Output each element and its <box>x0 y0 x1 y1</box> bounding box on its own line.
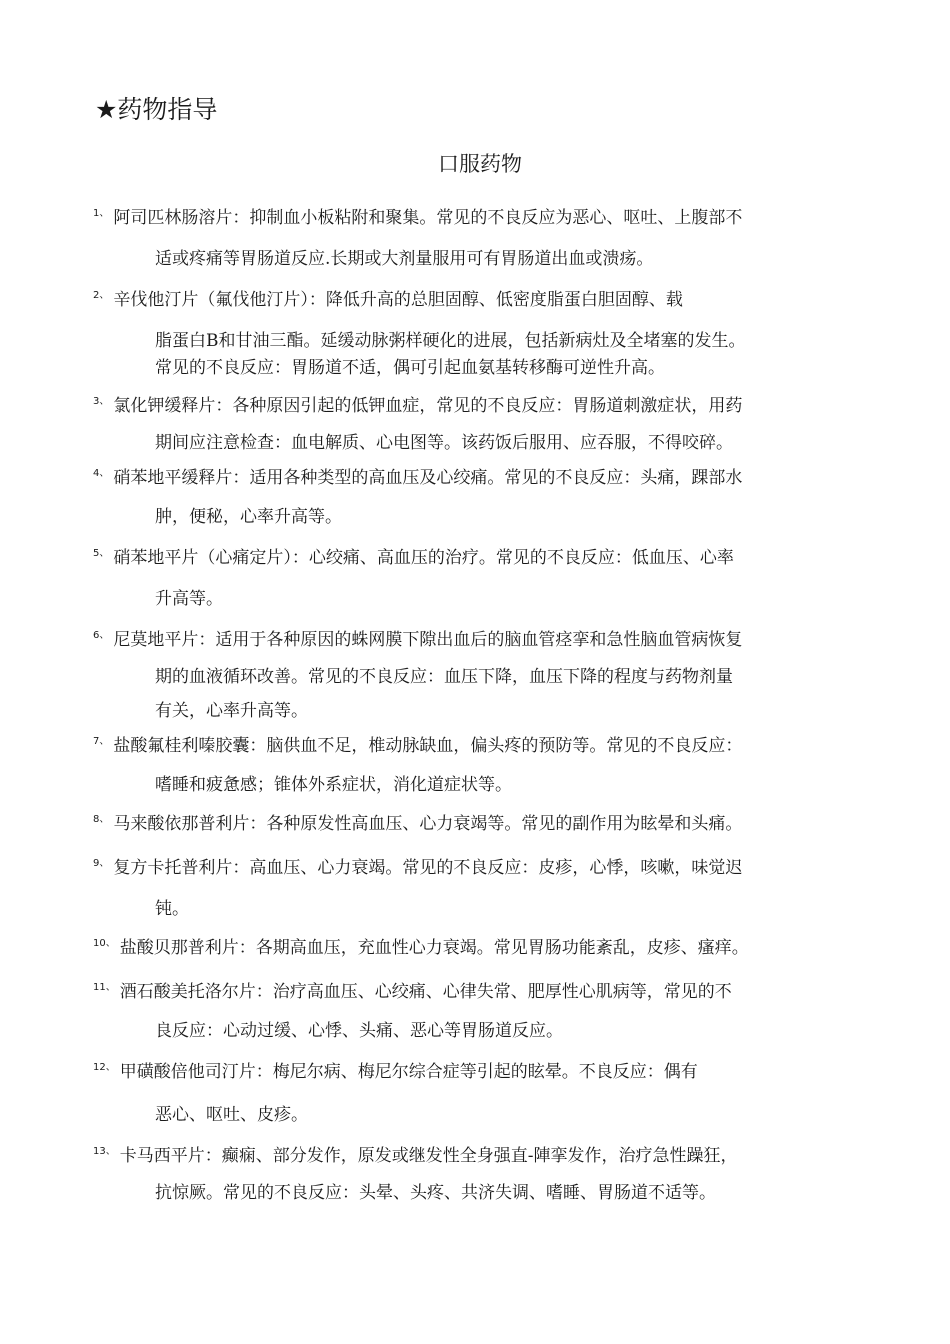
drug-item <box>93 852 873 925</box>
item-text: 升高等。 <box>155 589 223 609</box>
drug-item <box>93 808 873 843</box>
item-text: 马来酸依那普利片：各种原发性高血压、心力衰竭等。常见的副作用为眩晕和头痛。 <box>113 814 743 834</box>
item-number: 13、 <box>93 1146 116 1157</box>
item-text: 氯化钾缓释片：各种原因引起的低钾血症，常见的不良反应：胃肠道刺激症状，用药 <box>113 396 743 416</box>
item-text: 有关，心率升高等。 <box>155 701 308 721</box>
item-text: 嗜睡和疲惫感；锥体外系症状，消化道症状等。 <box>155 775 512 795</box>
drug-item <box>93 1056 873 1131</box>
drug-item <box>93 542 873 615</box>
item-number: 10、 <box>93 938 116 949</box>
item-text: 肿，便秘，心率升高等。 <box>155 507 342 527</box>
item-text: 复方卡托普利片：高血压、心力衰竭。常见的不良反应：皮疹，心悸，咳嗽，味觉迟 <box>113 858 743 878</box>
item-text: 辛伐他汀片（氟伐他汀片）：降低升高的总胆固醇、低密度脂蛋白胆固醇、载 <box>113 290 683 310</box>
item-number: 4、 <box>93 468 110 479</box>
drug-item <box>93 390 873 459</box>
drug-item <box>93 932 873 967</box>
drug-item <box>93 976 873 1047</box>
item-text: 卡马西平片：癫痫、部分发作，原发或继发性全身强直-陣挛发作，治疗急性躁狂， <box>119 1146 738 1166</box>
item-text: 阿司匹林肠溶片：抑制血小板粘附和聚集。常见的不良反应为恶心、呕吐、上腹部不 <box>113 208 743 228</box>
item-text: 硝苯地平缓释片：适用各种类型的高血压及心绞痛。常见的不良反应：头痛，踝部水 <box>113 468 743 488</box>
drug-item <box>93 624 873 727</box>
item-number: 12、 <box>93 1062 116 1073</box>
drug-item <box>93 284 873 384</box>
item-number: 3、 <box>93 396 110 407</box>
item-text: 适或疼痛等胃肠道反应.长期或大剂量服用可有胃肠道出血或溃疡。 <box>155 249 654 269</box>
item-text: 酒石酸美托洛尔片：治疗高血压、心绞痛、心律失常、肥厚性心肌病等，常见的不 <box>119 982 732 1002</box>
item-text: 期的血液循环改善。常见的不良反应：血压下降，血压下降的程度与药物剂量 <box>155 667 733 687</box>
section-title: 口服药物 <box>438 152 522 176</box>
item-text: 硝苯地平片（心痛定片）：心绞痛、高血压的治疗。常见的不良反应：低血压、心率 <box>113 548 734 568</box>
drug-item <box>93 730 873 801</box>
item-number: 7、 <box>93 736 110 747</box>
item-text: 良反应：心动过缓、心悸、头痛、恶心等胃肠道反应。 <box>155 1021 563 1041</box>
item-text: 甲磺酸倍他司汀片：梅尼尔病、梅尼尔综合症等引起的眩晕。不良反应：偶有 <box>119 1062 698 1082</box>
drug-item <box>93 202 873 275</box>
item-number: 11、 <box>93 982 116 993</box>
item-text: 盐酸氟桂利嗪胶囊：脑供血不足，椎动脉缺血，偏头疼的预防等。常见的不良反应： <box>113 736 743 756</box>
item-text: 常见的不良反应：胃肠道不适，偶可引起血氨基转移酶可逆性升高。 <box>155 358 665 378</box>
item-number: 5、 <box>93 548 110 559</box>
item-text: 尼莫地平片：适用于各种原因的蛛网膜下隙出血后的脑血管痉挛和急性脑血管病恢复 <box>113 630 743 650</box>
item-number: 8、 <box>93 814 110 825</box>
item-text: 盐酸贝那普利片：各期高血压，充血性心力衰竭。常见胃肠功能紊乱，皮疹、瘙痒。 <box>119 938 749 958</box>
item-text: 恶心、呕吐、皮疹。 <box>155 1105 308 1125</box>
item-number: 2、 <box>93 290 110 301</box>
item-number: 1、 <box>93 208 110 219</box>
item-number: 6、 <box>93 630 110 641</box>
page-title: ★药物指导 <box>95 95 218 124</box>
drug-item <box>93 1140 873 1209</box>
item-text: 脂蛋白B和甘油三酯。延缓动脉粥样硬化的进展，包括新病灶及全堵塞的发生。 <box>155 331 746 351</box>
item-text: 期间应注意检查：血电解质、心电图等。该药饭后服用、应吞服，不得咬碎。 <box>155 433 733 453</box>
item-number: 9、 <box>93 858 110 869</box>
drug-item <box>93 462 873 533</box>
item-text: 抗惊厥。常见的不良反应：头晕、头疼、共济失调、嗜睡、胃肠道不适等。 <box>155 1183 716 1203</box>
item-text: 钝。 <box>155 899 189 919</box>
